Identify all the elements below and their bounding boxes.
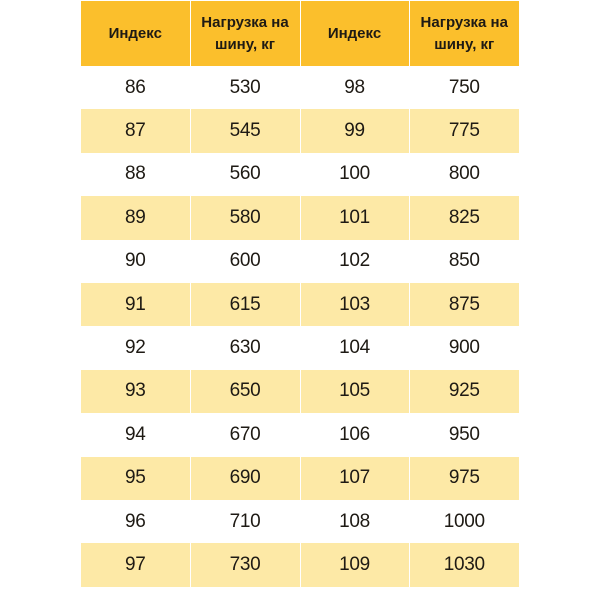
header-load-right: Нагрузка на шину, кг bbox=[409, 1, 519, 66]
index-cell: 98 bbox=[300, 66, 409, 109]
load-cell: 615 bbox=[190, 283, 300, 326]
header-load-left: Нагрузка на шину, кг bbox=[190, 1, 300, 66]
table-row bbox=[81, 153, 519, 196]
index-cell: 91 bbox=[81, 283, 190, 326]
table-row bbox=[81, 66, 519, 109]
index-cell: 87 bbox=[81, 109, 190, 152]
index-cell: 94 bbox=[81, 413, 190, 456]
index-cell: 105 bbox=[300, 370, 409, 413]
load-index-table bbox=[81, 1, 519, 587]
table-row bbox=[81, 109, 519, 152]
table-row bbox=[81, 326, 519, 369]
index-cell: 96 bbox=[81, 500, 190, 543]
load-cell: 630 bbox=[190, 326, 300, 369]
table-header bbox=[81, 1, 519, 66]
index-cell: 97 bbox=[81, 543, 190, 586]
index-cell: 89 bbox=[81, 196, 190, 239]
index-cell: 104 bbox=[300, 326, 409, 369]
load-cell: 560 bbox=[190, 153, 300, 196]
load-cell: 690 bbox=[190, 457, 300, 500]
load-cell: 825 bbox=[409, 196, 519, 239]
header-row bbox=[81, 1, 519, 66]
load-cell: 950 bbox=[409, 413, 519, 456]
table-body bbox=[81, 66, 519, 587]
load-cell: 730 bbox=[190, 543, 300, 586]
index-cell: 92 bbox=[81, 326, 190, 369]
index-cell: 95 bbox=[81, 457, 190, 500]
index-cell: 106 bbox=[300, 413, 409, 456]
index-cell: 100 bbox=[300, 153, 409, 196]
load-cell: 600 bbox=[190, 240, 300, 283]
table-row bbox=[81, 500, 519, 543]
load-cell: 850 bbox=[409, 240, 519, 283]
load-cell: 530 bbox=[190, 66, 300, 109]
table-row bbox=[81, 457, 519, 500]
header-index-left: Индекс bbox=[81, 1, 190, 66]
load-cell: 650 bbox=[190, 370, 300, 413]
table-row bbox=[81, 196, 519, 239]
load-cell: 975 bbox=[409, 457, 519, 500]
table-row bbox=[81, 413, 519, 456]
load-cell: 750 bbox=[409, 66, 519, 109]
index-cell: 101 bbox=[300, 196, 409, 239]
load-cell: 875 bbox=[409, 283, 519, 326]
load-cell: 710 bbox=[190, 500, 300, 543]
load-cell: 670 bbox=[190, 413, 300, 456]
load-cell: 580 bbox=[190, 196, 300, 239]
index-cell: 86 bbox=[81, 66, 190, 109]
load-cell: 775 bbox=[409, 109, 519, 152]
index-cell: 102 bbox=[300, 240, 409, 283]
load-cell: 925 bbox=[409, 370, 519, 413]
header-index-right: Индекс bbox=[300, 1, 409, 66]
index-cell: 99 bbox=[300, 109, 409, 152]
table-row bbox=[81, 370, 519, 413]
table-row bbox=[81, 283, 519, 326]
load-cell: 800 bbox=[409, 153, 519, 196]
table-row bbox=[81, 543, 519, 586]
table-row bbox=[81, 240, 519, 283]
index-cell: 88 bbox=[81, 153, 190, 196]
load-cell: 545 bbox=[190, 109, 300, 152]
index-cell: 103 bbox=[300, 283, 409, 326]
load-cell: 1000 bbox=[409, 500, 519, 543]
index-cell: 90 bbox=[81, 240, 190, 283]
load-cell: 1030 bbox=[409, 543, 519, 586]
index-cell: 107 bbox=[300, 457, 409, 500]
index-cell: 108 bbox=[300, 500, 409, 543]
index-cell: 109 bbox=[300, 543, 409, 586]
index-cell: 93 bbox=[81, 370, 190, 413]
load-cell: 900 bbox=[409, 326, 519, 369]
